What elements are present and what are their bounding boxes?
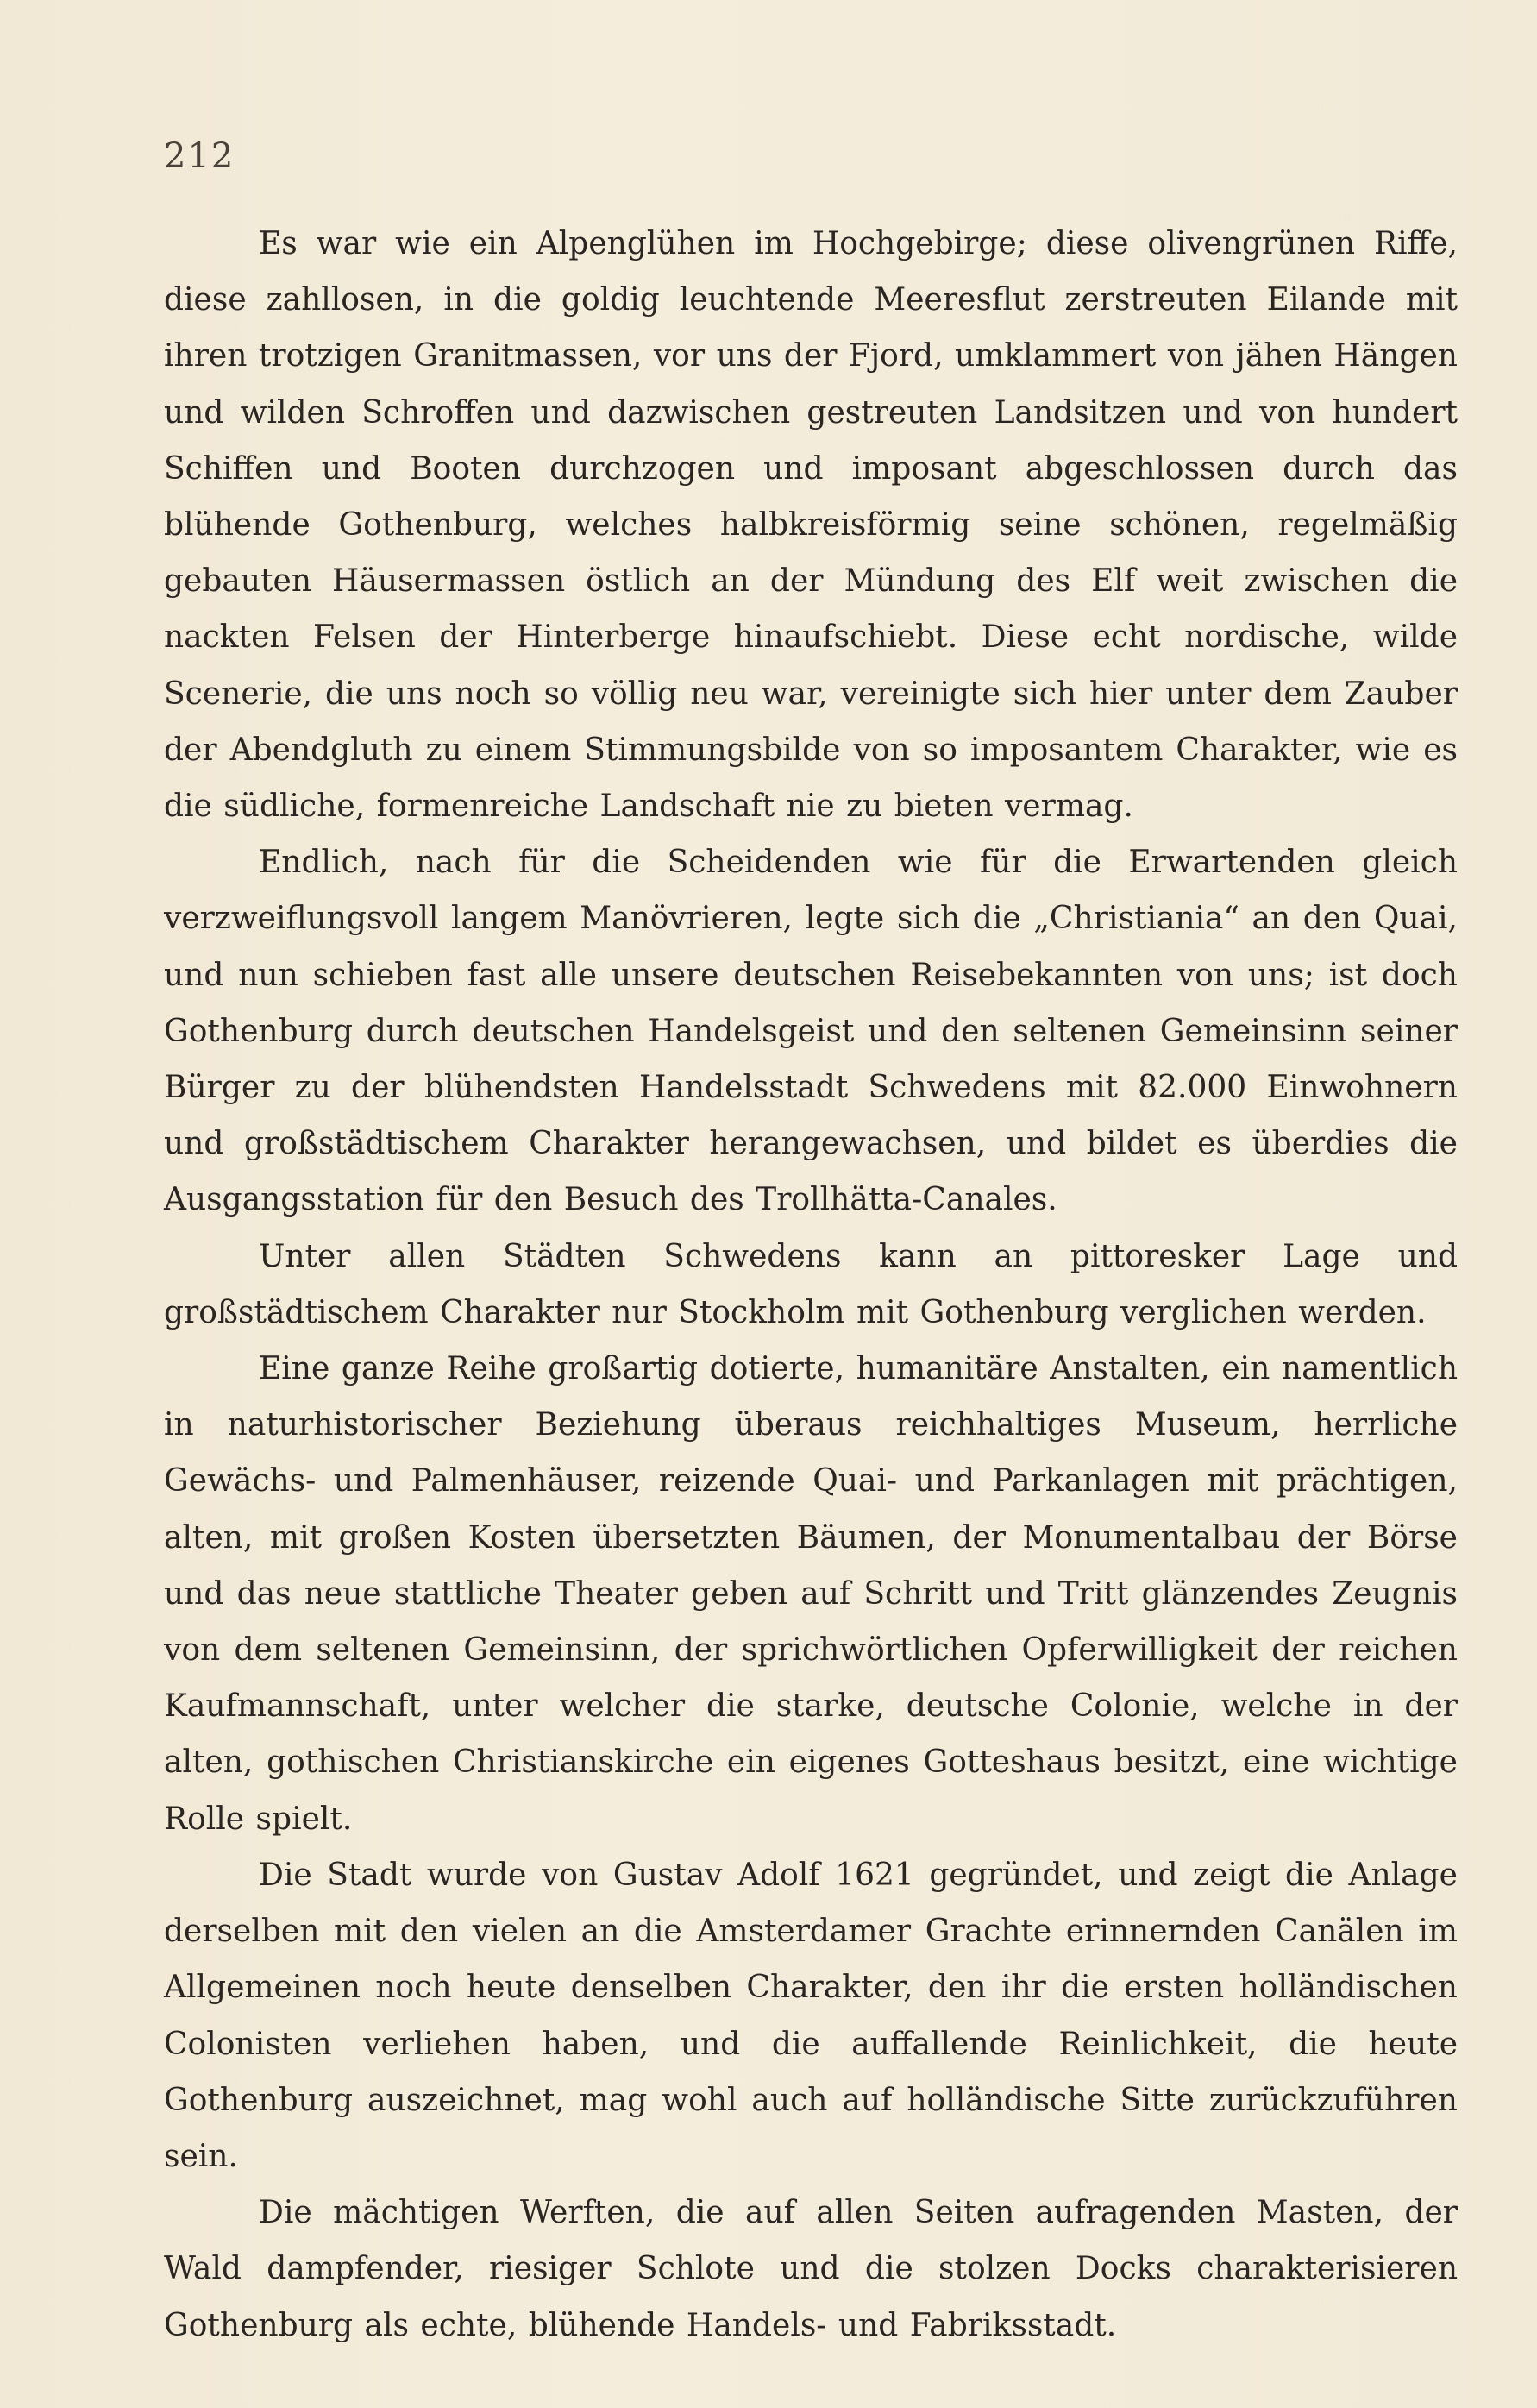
paragraph-4: Eine ganze Reihe großartig dotierte, humanitäre Anstalten, ein namentlich in naturhistorischer Beziehung überaus reichhaltiges Museum, herrliche Gewächs- und Palmenhäuser, reizende Quai- und Parkanlagen mit prächtigen, alten, mit großen Kosten übersetzten Bäumen, der Monumentalbau der Börse und das neue stattliche Theater geben auf Schritt und Tritt glänzendes Zeugnis von dem seltenen Gemeinsinn, der sprichwörtlichen Opferwilligkeit der reichen Kaufmannschaft, unter welcher die starke, deutsche Colonie, welche in der alten, gothischen Christianskirche ein eigenes Gotteshaus besitzt, eine wichtige Rolle spielt. <box>164 1351 1458 1837</box>
body-text <box>164 216 1458 2354</box>
paragraph-6: Die mächtigen Werften, die auf allen Seiten aufragenden Masten, der Wald dampfender, riesiger Schlote und die stolzen Docks charakterisieren Gothenburg als echte, blühende Handels- und Fabriksstadt. <box>164 2195 1458 2343</box>
paragraph-5: Die Stadt wurde von Gustav Adolf 1621 gegründet, und zeigt die Anlage derselben mit den vielen an die Amsterdamer Grachte erinnernden Canälen im Allgemeinen noch heute denselben Charakter, den ihr die ersten holländischen Colonisten verliehen haben, und die auffallende Reinlichkeit, die heute Gothenburg auszeichnet, mag wohl auch auf holländische Sitte zurückzuführen sein. <box>164 1857 1458 2174</box>
page-number: 212 <box>164 136 235 176</box>
paragraph-3: Unter allen Städten Schwedens kann an pittoresker Lage und großstädtischem Charakter nur Stockholm mit Gothenburg verglichen werden. <box>164 1238 1458 1330</box>
paragraph-2: Endlich, nach für die Scheidenden wie für die Erwartenden gleich verzweiflungsvoll langem Manövrieren, legte sich die „Christiania“ an den Quai, und nun schieben fast alle unsere deutschen Reisebekannten von uns; ist doch Gothenburg durch deutschen Handelsgeist und den seltenen Gemeinsinn seiner Bürger zu der blühendsten Handelsstadt Schwedens mit 82.000 Einwohnern und großstädtischem Charakter herangewachsen, und bildet es überdies die Ausgangsstation für den Besuch des Trollhätta-Canales. <box>164 845 1458 1218</box>
paragraph-1: Es war wie ein Alpenglühen im Hochgebirge; diese olivengrünen Riffe, diese zahllosen, in die goldig leuchtende Meeresflut zerstreuten Eilande mit ihren trotzigen Granitmassen, vor uns der Fjord, umklammert von jähen Hängen und wilden Schroffen und dazwischen gestreuten Landsitzen und von hundert Schiffen und Booten durchzogen und imposant abgeschlossen durch das blühende Gothenburg, welches halbkreisförmig seine schönen, regelmäßig gebauten Häusermassen östlich an der Mündung des Elf weit zwischen die nackten Felsen der Hinterberge hinaufschiebt. Diese echt nordische, wilde Scenerie, die uns noch so völlig neu war, vereinigte sich hier unter dem Zauber der Abendgluth zu einem Stimmungsbilde von so imposantem Charakter, wie es die südliche, formenreiche Landschaft nie zu bieten vermag. <box>164 226 1458 825</box>
